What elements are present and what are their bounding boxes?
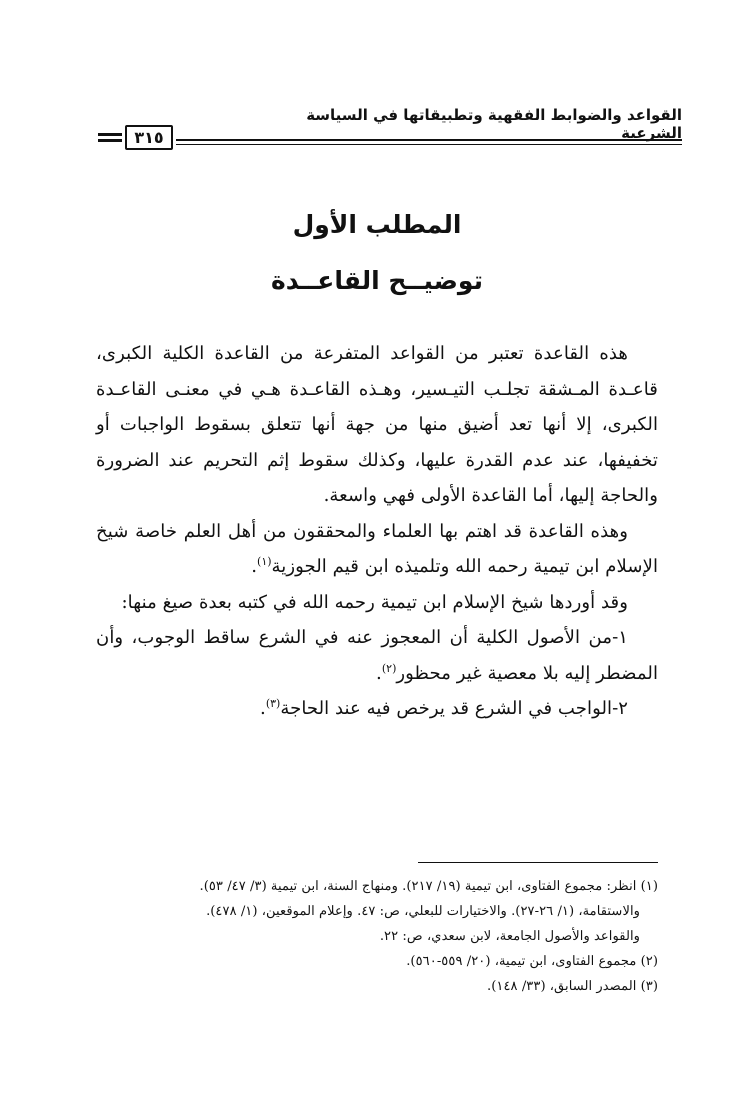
- list-item-2-end: .: [260, 698, 266, 719]
- list-item-1-text: ١-من الأصول الكلية أن المعجوز عنه في الشرع ساقط الوجوب، وأن المضطر إليه بلا معصية غير محظور: [96, 627, 658, 684]
- page-number: ٣١٥: [125, 125, 173, 150]
- list-item-2: [96, 691, 658, 727]
- section-subtitle: توضيــح القاعــدة: [271, 266, 483, 295]
- paragraph-2-text: وهذه القاعدة قد اهتم بها العلماء والمحققون من أهل العلم خاصة شيخ الإسلام ابن تيمية رحمه الله وتلميذه ابن قيم الجوزية: [96, 520, 658, 577]
- footnote-1-line-1: (١) انظر: مجموع الفتاوى، ابن تيمية (١٩/ ٢١٧). ومنهاج السنة، ابن تيمية (٣/ ٤٧/ ٥٣).: [199, 879, 658, 894]
- footnote-1-line-3: والقواعد والأصول الجامعة، لابن سعدي، ص: ٢٢.: [379, 929, 640, 944]
- footnote-1-line-2: والاستقامة، (١/ ٢٦-٢٧). والاختيارات للبعلي، ص: ٤٧. وإعلام الموقعين، (١/ ٤٧٨).: [206, 904, 640, 919]
- footnote-3: (٣) المصدر السابق، (٣٣/ ١٤٨).: [487, 979, 658, 994]
- footnote-ref-1[interactable]: (١): [257, 555, 272, 568]
- running-head-title: القواعد والضوابط الفقهية وتطبيقاتها في السياسة الشرعية: [306, 106, 682, 142]
- paragraph-1: هذه القاعدة تعتبر من القواعد المتفرعة من القاعدة الكلية الكبرى، قاعـدة المـشقة تجلـب التيـسير، وهـذه القاعـدة هـي في معنـى القاعـدة الكبرى، إلا أنها تعد أضيق منها من جهة أنها تتعلق بسقوط الواجبات أو تخفيفها، عند عدم القدرة عليها، وكذلك سقوط إثم التحريم عند الضرورة والحاجة إليها، أما القاعدة الأولى فهي واسعة.: [96, 343, 658, 506]
- section-title: المطلب الأول: [292, 210, 462, 239]
- list-item-1: [96, 620, 658, 691]
- paragraph-2: [96, 514, 658, 585]
- footnote-2: (٢) مجموع الفتاوى، ابن تيمية، (٢٠/ ٥٥٩-٥٦٠).: [406, 954, 658, 969]
- footnote-separator: [418, 862, 658, 863]
- paragraph-2-end: .: [251, 556, 258, 577]
- body-text: [96, 336, 658, 727]
- paragraph-3: وقد أوردها شيخ الإسلام ابن تيمية رحمه الله في كتبه بعدة صيغ منها:: [121, 591, 628, 613]
- footnote-ref-2[interactable]: (٢): [381, 661, 397, 675]
- header-rule-thick: [176, 139, 682, 141]
- list-item-1-end: .: [376, 662, 382, 684]
- list-item-2-text: ٢-الواجب في الشرع قد يرخص فيه عند الحاجة: [280, 698, 628, 719]
- page-number-ornament: [98, 133, 122, 145]
- footnotes: [94, 874, 658, 999]
- footnote-ref-3[interactable]: (٣): [265, 697, 281, 710]
- header-rule-thin: [176, 144, 682, 145]
